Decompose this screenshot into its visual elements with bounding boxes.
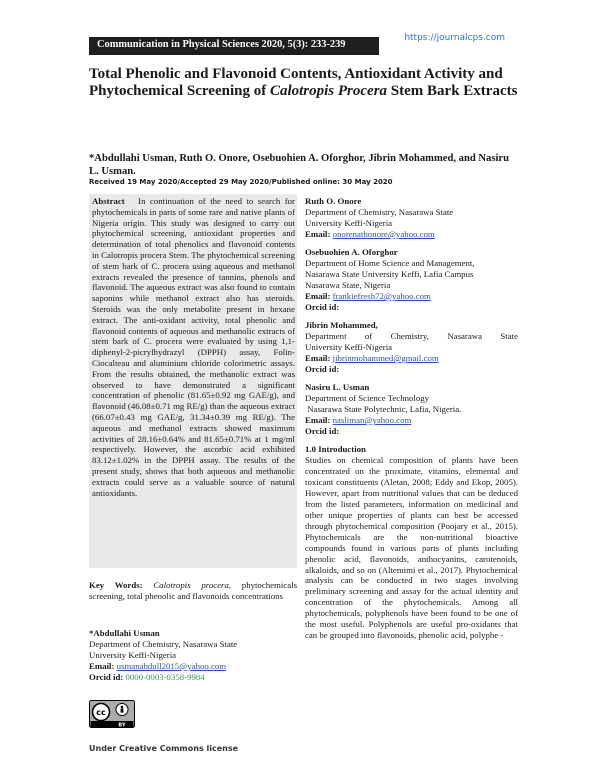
email-link[interactable]: frankiefresh72@yahoo.com — [332, 291, 431, 301]
corr-univ: University Keffi-Nigeria — [89, 650, 177, 660]
affiliation-line: Department of Chemistry, Nasarawa State — [305, 207, 454, 217]
license-text: Under Creative Commons license — [89, 744, 239, 753]
keywords — [89, 580, 297, 602]
email-label: Email: — [305, 353, 331, 363]
keywords-species: Calotropis procera — [153, 580, 229, 590]
cc-icon-label: cc — [96, 708, 106, 717]
journal-url-link[interactable]: https://journalcps.com — [404, 33, 505, 43]
abstract-text: In continuation of the need to search for phytochemicals in parts of some rare and native plants of Nigeria origin. This study was designed to carry out phytochemical screening, antioxidant properties and determination of total phenolics and flavonoid contents in Calotropis procera Stem. The phytochemical screening of stem bark of C. procera using aqueous and methanol extracts revealed the presence of tannins, phenols and flavonoid. The aqueous extract was also found to contain saponins while methanol extract also has steroids. Steroids was the only metabolite present in hexane extract. The anti-oxidant activity, total phenolic and flavonoid contents of aqueous and methanolic extracts of stem bark of C. procera were evaluated by using 1,1-diphenyl-2-picrylhydrazyl (DPPH) assay, Folin-Ciocalteau and aluminium chloride colorimetric assays. From the results obtained, the methanolic extract was observed to have demonstrated a significant concentration of phenolic (81.65±0.92 mg GAE/g), and flavonoid (46.08±0.71 mg RE/g) than the aqueous extract (66.07±0.43 mg GAE/g, 31.34±0.39 mg RE/g). The aqueous and methanol extracts showed maximum activities of 28.16±0.64% and 81.65±0.71% at 1 mg/ml respectively. However, the ascorbic acid exhibited 83.12±1.02% in the DPPH assay. The results of the present study, shows that both aqueous and methanolic extracts could serve as a valuable source of natural antioxidants. — [92, 196, 295, 498]
email-link[interactable]: nasliman@yahoo.com — [332, 415, 412, 425]
affiliation-line: Department of Chemistry, Nasarawa State — [305, 331, 518, 341]
affiliation-block — [305, 247, 518, 313]
affiliation-line: University Keffi-Nigeria — [305, 342, 393, 352]
affiliation-line: Nasarawa State University Keffi, Lafia Campus — [305, 269, 474, 279]
introduction-text: Studies on chemical composition of plants have been concentrated on the proximate, vitamins, elemental and toxicant constituents (Aletan, 2008; Eddy and Ekop, 2005). However, apart from nutritional values that can be deduced from the listed parameters, information on medicinal and other unique properties of plants can best be accessed through phytochemical composition (Poojary et al., 2015). Phytochemicals are the non-nutritional bioactive compounds found in various parts of plants including phenolic acid, flavonoids, anthocyanins, carotenoids, alkaloids, and so on (Altemimi et al., 2017). Phytochemical analysis can be conducted in two stages involving preliminary screening and assay for the actual identity and concentration of the phytochemicals. Among all phytochemicals, polyphenols have been found to be one of the most useful. Polyphenols are useful pro-oxidants that can be grouped into flavonoids, phenolic acid, polyphe - — [305, 455, 518, 641]
affiliation-name: Ruth O. Onore — [305, 196, 362, 206]
corr-orcid-label: Orcid id: — [89, 672, 124, 682]
abstract — [92, 196, 295, 498]
affiliation-line: Nasarawa State Polytechnic, Lafia, Nigeria. — [305, 404, 462, 414]
email-label: Email: — [305, 291, 331, 301]
by-badge-label: BY — [118, 722, 126, 728]
cc-by-license-badge[interactable] — [89, 700, 135, 728]
keywords-text: , phytochemicals screening, total phenolic and flavonoids concentrations — [89, 580, 298, 601]
title-part1: Total Phenolic and Flavonoid Contents, Antioxidant Activity and Phytochemical Screening of — [89, 66, 503, 99]
email-label: Email: — [305, 415, 331, 425]
journal-citation: Communication in Physical Sciences 2020, 5(3): 233-239 — [97, 39, 346, 50]
affiliation-line: University Keffi-Nigeria — [305, 218, 393, 228]
paper-title — [89, 66, 519, 100]
abstract-label: Abstract — [92, 196, 125, 206]
affiliation-block — [305, 382, 518, 437]
affiliation-name: Jibrin Mohammed, — [305, 320, 378, 330]
email-link[interactable]: onorenathonore@yahoo.com — [332, 229, 435, 239]
corr-email-label: Email: — [89, 661, 115, 671]
keywords-label: Key Words: — [89, 580, 143, 590]
orcid-label: Orcid id: — [305, 426, 340, 436]
affiliation-line: Department of Science Technology — [305, 393, 430, 403]
affiliation-name: Nasiru L. Usman — [305, 382, 370, 392]
corresponding-author — [89, 628, 297, 683]
title-part2: Stem Bark Extracts — [387, 83, 518, 99]
email-label: Email: — [305, 229, 331, 239]
introduction-heading: 1.0 Introduction — [305, 444, 366, 454]
corr-orcid-link[interactable]: 0000-0003-0358-9984 — [125, 672, 205, 682]
corr-name: *Abdullahi Usman — [89, 628, 160, 638]
email-link[interactable]: jibrinmohammed@gmail.com — [332, 353, 439, 363]
affiliation-block — [305, 196, 518, 240]
orcid-label: Orcid id: — [305, 302, 340, 312]
title-species: Calotropis Procera — [269, 83, 388, 99]
corr-dept: Department of Chemistry, Nasarawa State — [89, 639, 238, 649]
affiliation-line: Department of Home Science and Management, — [305, 258, 475, 268]
right-column — [305, 196, 518, 641]
affiliation-block — [305, 320, 518, 375]
corr-email-link[interactable]: usmanabdull2015@yahoo.com — [116, 661, 227, 671]
affiliation-name: Osebuohien A. Oforghor — [305, 247, 398, 257]
journal-header-bar — [89, 37, 379, 55]
author-list: *Abdullahi Usman, Ruth O. Onore, Osebuohien A. Oforghor, Jibrin Mohammed, and Nasiru L. Usman. — [89, 153, 509, 177]
affiliation-line: Nasarawa State, Nigeria — [305, 280, 391, 290]
publication-dates: Received 19 May 2020/Accepted 29 May 2020/Published online: 30 May 2020 — [89, 178, 393, 186]
orcid-label: Orcid id: — [305, 364, 340, 374]
